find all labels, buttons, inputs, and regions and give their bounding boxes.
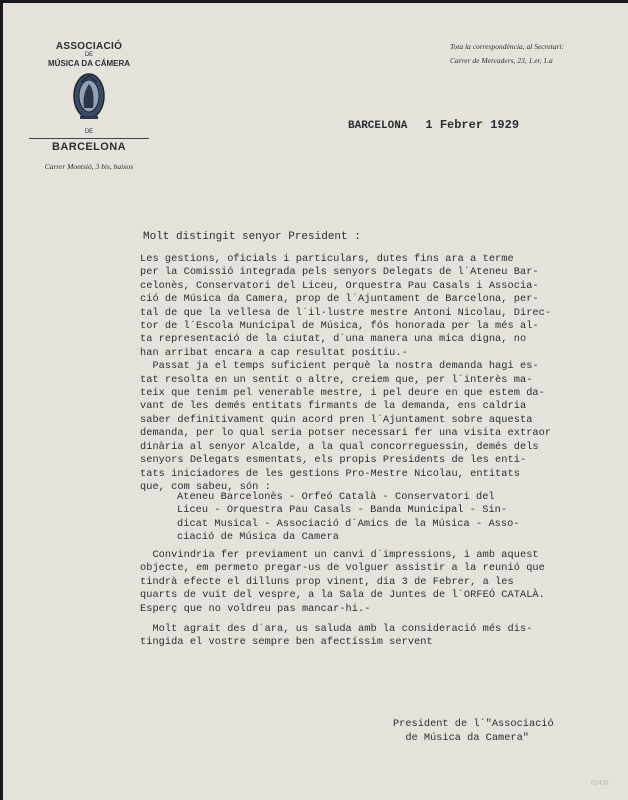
paragraph-3: Convindria fer previament un canvi d´impressions, i amb aquest objecte, em permeto pregar-us de volguer assistir a la reunió que tindrà efecte el dilluns prop vinent, dia 3 de Febrer, a les quarts de vuit del vespre, a la Sala de Juntes de l´ORFEÓ CATALÀ. Esperç que no voldreu pas mancar-hi.- — [140, 549, 545, 615]
correspondence-note — [450, 40, 564, 68]
letterhead — [29, 41, 149, 171]
letterhead-de-2: DE — [84, 129, 94, 135]
letterhead-address: Carrer Montsió, 3 bis, baixos — [44, 162, 134, 171]
paragraph-1: Les gestions, oficials i particulars, dutes fins ara a terme per la Comissió integrada pels senyors Delegats de l´Ateneu Bar- celonès, Conservatori del Liceu, Orquestra Pau Casals i Associa- ció de Música da Camera, prop de l´Ajuntament de Barcelona, per- tal de que la vellesa de l´il·lustre mestre Antoni Nicolau, Direc- tor de l´Escola Municipal de Música, fós honorada per la més al- ta representació de la ciutat, d´una manera una mica digna, no han arribat encara a cap resultat positiu.- Passat ja el temps suficient perquè la nostra demanda hagi es- tat resolta en un sentit o altre, creiem que, per l´interès ma- teix que tenim pel venerable mestre, i pel deure en que estem da- vant de les demés entitats firmants de la demanda, ens caldria saber definitivament quin acord pren l´Ajuntament sobre aquesta demanda, per lo qual seria potser necessari fer una visita extraor dinària al senyor Alcalde, a la qual concorreguessin, demés dels senyors Delegats esmentats, els propis Presidents de les enti- tats iniciadores de les gestions Pro-Mestre Nicolau, entitats que, com sabeu, són : — [140, 253, 552, 493]
letterhead-music: MÚSICA DA CÁMERA — [47, 59, 131, 68]
dateline — [348, 118, 519, 132]
letterhead-name: ASSOCIACIÓ — [55, 41, 123, 52]
correspondence-line-1: Tota la correspondència, al Secretari: — [450, 42, 564, 51]
correspondence-line-2: Carrer de Mercaders, 23, 1.er, 1.a — [450, 56, 553, 65]
archive-mark: 02410 — [591, 779, 609, 787]
dateline-place: BARCELONA — [348, 120, 408, 132]
entities-list: Ateneu Barcelonès - Orfeó Català - Conservatori del Liceu - Orquestra Pau Casals - Banda Municipal - Sin- dicat Musical - Associació d´Amics de la Música - Asso- ciació de Música da Camera — [177, 491, 520, 544]
dateline-date: 1 Febrer 1929 — [425, 118, 520, 132]
salutation: Molt distingit senyor President : — [143, 231, 361, 243]
letterhead-city: BARCELONA — [29, 138, 149, 154]
signature-block: President de l´"Associació de Música da Camera" — [393, 718, 554, 744]
letterhead-de: DE — [84, 52, 94, 58]
paragraph-4: Molt agrait des d´ara, us saluda amb la consideració més dis- tingida el vostre sempre ben afectíssim servent — [140, 623, 533, 649]
emblem-icon — [72, 72, 106, 124]
